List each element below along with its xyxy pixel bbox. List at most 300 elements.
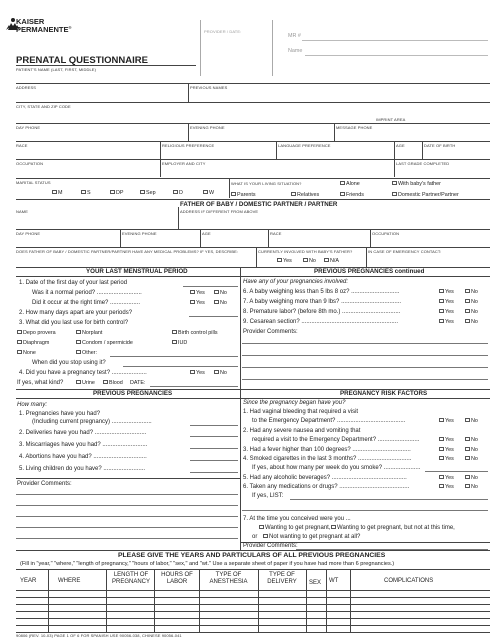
checkbox-none[interactable] — [17, 350, 22, 355]
risk-q2-yes[interactable] — [439, 437, 454, 443]
col-wt: WT — [329, 578, 339, 584]
lmp-q1a-yes[interactable] — [190, 290, 205, 296]
divider-race-3 — [394, 141, 395, 159]
divider-address — [188, 83, 189, 102]
prev-preg-comments-line-top — [16, 478, 240, 479]
table-col-div-6 — [306, 569, 307, 632]
checkbox-pq7-no[interactable] — [465, 299, 470, 304]
prev-preg-q9-no-text: No — [471, 319, 478, 325]
checkbox-other[interactable] — [76, 350, 81, 355]
checkbox-rq2-yes[interactable] — [439, 437, 444, 442]
col-length-text: LENGTH OF PREGNANCY — [111, 572, 150, 585]
col-delivery-text: TYPE OF DELIVERY — [267, 572, 297, 585]
lmp-q1b-yes[interactable] — [190, 300, 205, 306]
test-urine[interactable] — [76, 380, 95, 386]
checkbox-q4-no[interactable] — [214, 370, 219, 375]
checkbox-q1b-no[interactable] — [214, 300, 219, 305]
risk-q3-yes[interactable] — [439, 447, 454, 453]
checkbox-condom[interactable] — [76, 340, 81, 345]
father-evening-phone-label: EVENING PHONE — [122, 231, 157, 236]
row-line-race — [16, 141, 490, 142]
test-blood-text: Blood — [109, 380, 123, 386]
test-date-label: DATE: — [130, 380, 146, 386]
table-col-div-5 — [258, 569, 259, 632]
lmp-q3: 3. What did you last use for birth control? — [19, 320, 129, 326]
prev-preg-q7-yes[interactable] — [439, 299, 454, 305]
prev-preg-q3-line[interactable] — [190, 448, 238, 449]
divider-marital — [229, 178, 230, 198]
risk-q7a-text: Wanting to get pregnant, — [265, 525, 331, 531]
checkbox-pq9-no[interactable] — [465, 319, 470, 324]
pc-comment-line-1[interactable] — [242, 343, 488, 344]
row-line-father-medical — [16, 247, 490, 248]
bc-norplant[interactable] — [76, 330, 102, 336]
bc-depo-text: Depo provera — [23, 330, 56, 336]
occupation-label: OCCUPATION — [16, 161, 44, 166]
prev-preg-section-title: PREVIOUS PREGNANCIES — [93, 390, 173, 397]
checkbox-iud[interactable] — [172, 340, 177, 345]
risk-q7b[interactable] — [331, 525, 455, 531]
risk-q3-no-text: No — [471, 447, 478, 453]
involved-yes-text: Yes — [283, 258, 292, 264]
checkbox-rq4-yes[interactable] — [439, 456, 444, 461]
risk-q1-yes-text: Yes — [445, 418, 454, 424]
living-option-babys-father[interactable] — [392, 181, 441, 187]
address-label: ADDRESS — [16, 85, 37, 90]
lmp-q3-stop-line[interactable] — [123, 366, 238, 367]
risk-q1-no-text: No — [471, 418, 478, 424]
table-col-div-8 — [350, 569, 351, 632]
marital-option-d[interactable] — [173, 190, 183, 196]
table-col-div-2 — [106, 569, 107, 632]
table-title: PLEASE GIVE THE YEARS AND PARTICULARS OF ALL PREVIOUS PREGNANCIES — [118, 552, 386, 559]
table-col-div-7 — [326, 569, 327, 632]
checkbox-urine[interactable] — [76, 380, 81, 385]
prev-preg-q1-note: (Including current pregnancy) ........................ — [32, 419, 152, 425]
prev-preg-q8: 8. Premature labor? (before 8th mo.) ................................... — [243, 309, 401, 315]
prev-preg-cont-intro: Have any of your pregnancies involved: — [243, 279, 349, 285]
checkbox-pq6-no[interactable] — [465, 289, 470, 294]
risk-q5-no[interactable] — [465, 475, 478, 481]
risk-q7c-text: Not wanting to get pregnant at all? — [269, 534, 361, 540]
last-grade-label: LAST GRADE COMPLETED — [396, 161, 450, 166]
risk-q1-yes[interactable] — [439, 418, 454, 424]
risk-q3-no[interactable] — [465, 447, 478, 453]
message-phone-label: MESSAGE PHONE — [336, 125, 373, 130]
divider-fp-3 — [268, 229, 269, 247]
risk-q4-no-text: No — [471, 456, 478, 462]
checkbox-q7-wanting[interactable] — [259, 525, 264, 530]
checkbox-w[interactable] — [203, 190, 208, 195]
lmp-q4-no[interactable] — [214, 370, 227, 376]
checkbox-rq1-no[interactable] — [465, 418, 470, 423]
living-option-parents[interactable] — [231, 192, 256, 198]
risk-q4b-line[interactable] — [425, 471, 488, 472]
column-divider — [240, 267, 241, 525]
lmp-q4-yes-text: Yes — [196, 370, 205, 376]
column-divider-lower — [240, 525, 241, 550]
religious-preference-label: RELIGIOUS PREFERENCE — [162, 143, 215, 148]
table-header-line — [16, 569, 490, 570]
checkbox-relatives[interactable] — [291, 192, 296, 197]
lmp-q4-kind: If yes, what kind? — [17, 380, 64, 386]
checkbox-involved-na[interactable] — [324, 258, 329, 263]
employer-city-label: EMPLOYER AND CITY — [162, 161, 206, 166]
involved-no-text: No — [309, 258, 316, 264]
prev-preg-title-line — [16, 398, 240, 399]
living-option-alone[interactable] — [340, 181, 360, 187]
prev-preg-comment-line-3[interactable] — [16, 516, 238, 517]
prev-preg-comment-line-2[interactable] — [16, 505, 238, 506]
lmp-section-title: YOUR LAST MENSTRUAL PERIOD — [86, 268, 188, 275]
divider-fp-2 — [200, 229, 201, 247]
checkbox-involved-yes[interactable] — [277, 258, 282, 263]
bc-pills[interactable] — [172, 330, 218, 336]
test-date-line[interactable] — [150, 386, 238, 387]
risk-q3-yes-text: Yes — [445, 447, 454, 453]
lmp-q1a-no-text: No — [220, 290, 227, 296]
divider-fm-2 — [366, 247, 367, 267]
prev-preg-q6-yes-text: Yes — [445, 289, 454, 295]
father-medical-label — [16, 249, 254, 254]
lmp-q1-line[interactable] — [183, 286, 238, 287]
table-row-line-4[interactable] — [16, 618, 490, 619]
checkbox-rq6-yes[interactable] — [439, 484, 444, 489]
lmp-q4-no-text: No — [220, 370, 227, 376]
checkbox-q7-not-wanting[interactable] — [263, 534, 268, 539]
bc-condom-text: Condom / spermicide — [82, 340, 133, 346]
bc-other[interactable] — [76, 350, 97, 356]
prev-preg-q4-line[interactable] — [190, 460, 238, 461]
provider-box-right — [272, 20, 273, 76]
checkbox-rq1-yes[interactable] — [439, 418, 444, 423]
checkbox-pq7-yes[interactable] — [439, 299, 444, 304]
prev-preg-q4: 4. Abortions have you had? ................................ — [19, 454, 147, 460]
age-label: AGE — [396, 143, 405, 148]
prev-preg-cont-title: PREVIOUS PREGNANCIES continued — [314, 268, 425, 275]
risk-q5: 5. Had any alcoholic beverages? ............................................. — [243, 475, 407, 481]
bc-diaphragm-text: Diaphragm — [23, 340, 50, 346]
risk-q5-yes-text: Yes — [445, 475, 454, 481]
lmp-q1a-yes-text: Yes — [196, 290, 205, 296]
living-option-friends[interactable] — [340, 192, 364, 198]
prev-preg-q2-line[interactable] — [190, 436, 238, 437]
checkbox-m[interactable] — [52, 190, 57, 195]
marital-option-sep[interactable] — [140, 190, 156, 196]
patient-name-label: PATIENT'S NAME (LAST, FIRST, MIDDLE) — [16, 67, 97, 72]
involved-no[interactable] — [303, 258, 316, 264]
currently-involved-label: CURRENTLY INVOLVED WITH BABY'S FATHER? — [258, 249, 353, 254]
prev-preg-q7-no[interactable] — [465, 299, 478, 305]
col-where: WHERE — [58, 578, 81, 584]
row-line-father — [16, 199, 490, 200]
divider-race-4 — [422, 141, 423, 159]
prev-preg-q5: 5. Living children do you have? ......................... — [19, 466, 146, 472]
checkbox-sep[interactable] — [140, 190, 145, 195]
risk-q6b: If yes, LIST: — [252, 493, 284, 499]
checkbox-blood[interactable] — [103, 380, 108, 385]
col-delivery — [260, 572, 304, 586]
imprint-name-line[interactable] — [305, 55, 488, 56]
mr-number-label: MR # — [288, 33, 301, 39]
lmp-q1b-no[interactable] — [214, 300, 227, 306]
risk-q4b: If yes, about how many per week do you smoke? ...................... — [252, 465, 421, 471]
pc-comment-line-3[interactable] — [242, 367, 488, 368]
prev-preg-q6-no-text: No — [471, 289, 478, 295]
prev-preg-q1-line[interactable] — [190, 425, 238, 426]
page-title: PRENATAL QUESTIONNAIRE — [16, 55, 148, 66]
col-complications: COMPLICATIONS — [384, 578, 434, 584]
bc-other-text: Other: — [82, 350, 97, 356]
marital-status-label: MARITAL STATUS — [16, 180, 51, 185]
prev-preg-q8-no[interactable] — [465, 309, 478, 315]
checkbox-rq5-yes[interactable] — [439, 475, 444, 480]
prev-preg-comment-line-1[interactable] — [16, 494, 238, 495]
lmp-q1a-no[interactable] — [214, 290, 227, 296]
marital-option-dp[interactable] — [110, 190, 124, 196]
test-blood[interactable] — [103, 380, 123, 386]
divider-phone-1 — [188, 123, 189, 141]
day-phone-label: DAY PHONE — [16, 125, 41, 130]
table-col-div-3 — [154, 569, 155, 632]
test-urine-text: Urine — [82, 380, 95, 386]
risk-title-line — [240, 398, 490, 399]
prev-preg-q6-yes[interactable] — [439, 289, 454, 295]
divider-occ-2 — [394, 159, 395, 177]
risk-q2-no[interactable] — [465, 437, 478, 443]
pc-comment-line-2[interactable] — [242, 355, 488, 356]
row-line-occupation — [16, 159, 490, 160]
emergency-contact-label: IN CASE OF EMERGENCY CONTACT: — [368, 249, 442, 254]
col-length — [110, 572, 152, 586]
risk-q6-yes-text: Yes — [445, 484, 454, 490]
involved-na[interactable] — [324, 258, 339, 264]
checkbox-rq3-yes[interactable] — [439, 447, 444, 452]
bc-diaphragm[interactable] — [17, 340, 49, 346]
living-domestic-partner-text: Domestic Partner/Partner — [398, 192, 459, 198]
bc-iud-text: IUD — [178, 340, 188, 346]
divider-fm-1 — [256, 247, 257, 267]
title-underline — [16, 65, 196, 66]
checkbox-rq4-no[interactable] — [465, 456, 470, 461]
prev-preg-q7-no-text: No — [471, 299, 478, 305]
prev-preg-q8-yes[interactable] — [439, 309, 454, 315]
checkbox-depo-provera[interactable] — [17, 330, 22, 335]
checkbox-q4-yes[interactable] — [190, 370, 195, 375]
lmp-q1b: Did it occur at the right time? .................. — [32, 300, 141, 306]
father-name-label: NAME — [16, 209, 28, 214]
checkbox-involved-no[interactable] — [303, 258, 308, 263]
checkbox-alone[interactable] — [340, 181, 345, 186]
risk-q3: 3. Had a fever higher than 100 degrees? ................................... — [243, 447, 411, 453]
risk-q2: 2. Had any severe nausea and vomiting that — [243, 428, 361, 434]
table-top-line — [16, 550, 490, 551]
father-section-title: FATHER OF BABY / DOMESTIC PARTNER / PARTNER — [180, 201, 338, 208]
provider-box-left — [200, 20, 201, 76]
checkbox-pq9-yes[interactable] — [439, 319, 444, 324]
checkbox-rq6-no[interactable] — [465, 484, 470, 489]
prev-preg-q8-no-text: No — [471, 309, 478, 315]
left-extra-line-2[interactable] — [16, 538, 238, 539]
risk-intro: Since the pregnancy began have you? — [243, 400, 346, 406]
col-hours — [156, 572, 198, 586]
risk-q2-yes-text: Yes — [445, 437, 454, 443]
prev-preg-q9-yes-text: Yes — [445, 319, 454, 325]
table-row-line-0 — [16, 590, 490, 591]
bc-none-text: None — [23, 350, 36, 356]
bc-none[interactable] — [17, 350, 36, 356]
living-relatives-text: Relatives — [297, 192, 320, 198]
lmp-q1a: Was it a normal period? ........................... — [32, 290, 142, 296]
risk-q6-yes[interactable] — [439, 484, 454, 490]
risk-q5-yes[interactable] — [439, 475, 454, 481]
race-label: RACE — [16, 143, 28, 148]
language-preference-label: LANGUAGE PREFERENCE — [278, 143, 331, 148]
risk-q4-yes-text: Yes — [445, 456, 454, 462]
involved-yes[interactable] — [277, 258, 292, 264]
lmp-q4-yes[interactable] — [190, 370, 205, 376]
lmp-q1: 1. Date of the first day of your last period — [19, 280, 128, 286]
bc-condom[interactable] — [76, 340, 133, 346]
prev-preg-q5-line[interactable] — [190, 472, 238, 473]
involved-na-text: N/A — [330, 258, 339, 264]
living-option-domestic-partner[interactable] — [392, 192, 459, 198]
lmp-q4: 4. Did you have a pregnancy test? ..................... — [19, 370, 147, 376]
lmp-q2-line[interactable] — [189, 316, 238, 317]
prev-preg-q9-yes[interactable] — [439, 319, 454, 325]
left-extra-line-1[interactable] — [16, 527, 238, 528]
living-parents-text: Parents — [237, 192, 256, 198]
checkbox-domestic-partner[interactable] — [392, 192, 397, 197]
checkbox-d[interactable] — [173, 190, 178, 195]
risk-q7c[interactable] — [263, 534, 360, 540]
table-row-line-3[interactable] — [16, 611, 490, 612]
bc-depo-provera[interactable] — [17, 330, 56, 336]
previous-names-label: PREVIOUS NAMES — [190, 85, 228, 90]
checkbox-norplant[interactable] — [76, 330, 81, 335]
checkbox-friends[interactable] — [340, 192, 345, 197]
checkbox-q1a-no[interactable] — [214, 290, 219, 295]
prev-preg-q7-yes-text: Yes — [445, 299, 454, 305]
prev-preg-q7: 7. A baby weighing more than 9 lbs? .................................... — [243, 299, 402, 305]
risk-q6b-line[interactable] — [290, 499, 488, 500]
prev-preg-q3: 3. Miscarriages have you had? ........................... — [19, 442, 148, 448]
living-situation-label: WHAT IS YOUR LIVING SITUATION? — [231, 181, 302, 186]
risk-q7: 7. At the time you conceived were you ... — [243, 516, 351, 522]
checkbox-diaphragm[interactable] — [17, 340, 22, 345]
checkbox-q1a-yes[interactable] — [190, 290, 195, 295]
prev-preg-cont-comments: Provider Comments: — [243, 329, 298, 335]
marital-w-text: W — [209, 190, 215, 196]
checkbox-q7-not-now[interactable] — [331, 525, 336, 530]
divider-phone-2 — [334, 123, 335, 141]
risk-q6-no[interactable] — [465, 484, 478, 490]
risk-q1-no[interactable] — [465, 418, 478, 424]
table-row-line-1[interactable] — [16, 597, 490, 598]
prev-preg-q6-no[interactable] — [465, 289, 478, 295]
risk-q5-no-text: No — [471, 475, 478, 481]
risk-q4-no[interactable] — [465, 456, 478, 462]
marital-s-text: S — [87, 190, 91, 196]
checkbox-rq3-no[interactable] — [465, 447, 470, 452]
marital-option-s[interactable] — [81, 190, 91, 196]
risk-q7b-text: Wanting to get pregnant, but not at this time, — [337, 525, 455, 531]
checkbox-s[interactable] — [81, 190, 86, 195]
checkbox-q1b-yes[interactable] — [190, 300, 195, 305]
table-row-line-5[interactable] — [16, 625, 490, 626]
marital-option-m[interactable] — [52, 190, 63, 196]
col-hours-text: HOURS OF LABOR — [161, 572, 193, 585]
brand-registered-mark: ® — [68, 25, 72, 30]
marital-d-text: D — [179, 190, 183, 196]
prev-preg-comments-label: Provider Comments: — [17, 481, 72, 487]
divider-fp-1 — [120, 229, 121, 247]
prev-preg-q9-no[interactable] — [465, 319, 478, 325]
divider-father-name — [178, 207, 179, 230]
checkbox-pq8-no[interactable] — [465, 309, 470, 314]
checkbox-pq8-yes[interactable] — [439, 309, 444, 314]
row-line-phone — [16, 123, 490, 124]
bc-norplant-text: Norplant — [82, 330, 103, 336]
divider-fp-4 — [370, 229, 371, 247]
prev-preg-how-many: How many: — [17, 402, 48, 408]
living-friends-text: Friends — [346, 192, 364, 198]
marital-dp-text: DP — [116, 190, 124, 196]
checkbox-parents[interactable] — [231, 192, 236, 197]
row-line-city — [16, 102, 490, 103]
prev-preg-q8-yes-text: Yes — [445, 309, 454, 315]
checkbox-pq6-yes[interactable] — [439, 289, 444, 294]
mr-number-line[interactable] — [302, 40, 488, 41]
brand-name-text: PERMANENTE — [16, 25, 69, 34]
prev-preg-q1: 1. Pregnancies have you had? — [19, 411, 101, 417]
checkbox-dp[interactable] — [110, 190, 115, 195]
checkbox-babys-father[interactable] — [392, 181, 397, 186]
bc-other-line[interactable] — [110, 356, 238, 357]
risk-section-title: PREGNANCY RISK FACTORS — [340, 390, 428, 397]
city-state-zip-label: CITY, STATE AND ZIP CODE — [16, 104, 71, 109]
bc-iud[interactable] — [172, 340, 187, 346]
risk-q1: 1. Had vaginal bleeding that required a visit — [243, 409, 359, 415]
divider-occ-1 — [160, 159, 161, 177]
col-year: YEAR — [20, 578, 37, 584]
bc-pills-text: Birth control pills — [178, 330, 218, 336]
imprint-name-label: Name — [288, 48, 303, 54]
table-row-line-2[interactable] — [16, 604, 490, 605]
row-line-marital — [16, 178, 490, 179]
living-option-relatives[interactable] — [291, 192, 319, 198]
brand-name-line1: KAISER — [16, 17, 45, 26]
table-col-div-4 — [199, 569, 200, 632]
marital-option-w[interactable] — [203, 190, 214, 196]
date-of-birth-label: DATE OF BIRTH — [424, 143, 456, 148]
checkbox-rq5-no[interactable] — [465, 475, 470, 480]
risk-q6b-line-2[interactable] — [242, 510, 488, 511]
checkbox-pills[interactable] — [172, 330, 177, 335]
row-line-father-phone — [16, 229, 490, 230]
risk-q4-yes[interactable] — [439, 456, 454, 462]
prev-preg-q2: 2. Deliveries have you had? ............................... — [19, 430, 147, 436]
checkbox-rq2-no[interactable] — [465, 437, 470, 442]
pc-comment-line-4[interactable] — [242, 379, 488, 380]
risk-q7a[interactable] — [259, 525, 331, 531]
prev-preg-cont-title-line — [240, 276, 490, 277]
evening-phone-label: EVENING PHONE — [190, 125, 225, 130]
living-alone-text: Alone — [346, 181, 360, 187]
table-subtitle: (Fill in "year," "where," "length of pregnancy," "hours of labor," "sex," and "wt." Use a separate sheet of paper if you have had more than 6 pregnancies.) — [20, 561, 395, 567]
divider-race-2 — [276, 141, 277, 159]
lmp-q3-stop: When did you stop using it? — [32, 360, 106, 366]
